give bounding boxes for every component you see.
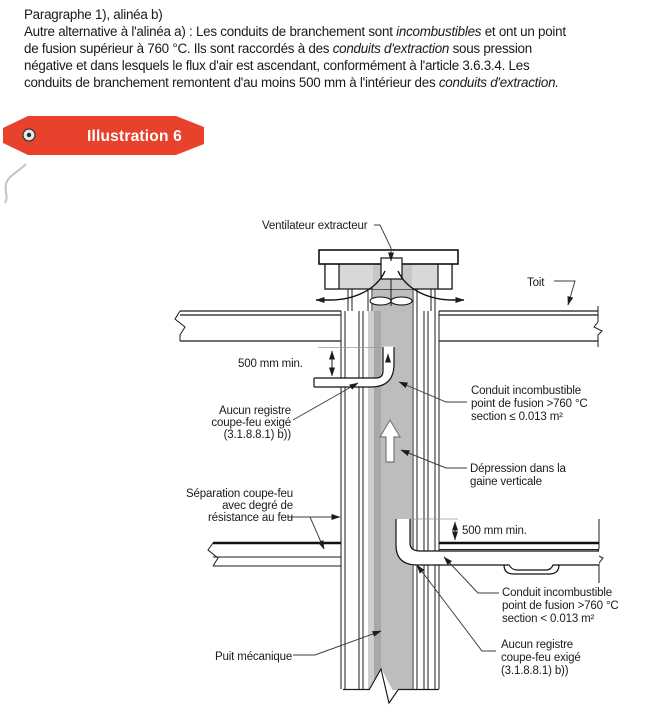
fan-blade-right (391, 297, 412, 305)
leader-no-damper-upper (293, 383, 358, 420)
label-depression-2: gaine verticale (470, 476, 542, 488)
leader-shaft (293, 631, 381, 655)
label-duct-lower-1: Conduit incombustible (502, 587, 612, 599)
label-fan: Ventilateur extracteur (262, 220, 368, 232)
label-no-damper-lower-2: coupe-feu exigé (501, 652, 581, 664)
label-separation-3: résistance au feu (207, 512, 293, 524)
label-dim-lower: 500 mm min. (462, 525, 527, 537)
branch-duct-upper (314, 347, 395, 388)
label-duct-lower-2: point de fusion >760 °C (502, 600, 619, 612)
label-duct-upper-2: point de fusion >760 °C (471, 398, 588, 410)
label-duct-upper-1: Conduit incombustible (471, 385, 581, 397)
label-no-damper-upper-1: Aucun registre (218, 405, 291, 417)
label-roof: Toit (527, 277, 545, 289)
label-no-damper-lower-3: (3.1.8.8.1) b)) (501, 665, 569, 677)
tag-grommet-hole (27, 133, 31, 137)
housing-left-leg (325, 263, 339, 289)
fan-blade-left (370, 297, 391, 305)
body-text: Paragraphe 1), alinéa b) Autre alternative à l'alinéa a) : Les conduits de branchement sont incombustibles et ont un point de fusion supérieur à 760 °C. Ils sont raccordés à des conduits d'extraction sous pression négative et dans lesquels le flux d'air est ascendant, conformément à l'article 3.6.3.4. Les conduits de branchement remontent d'au moins 500 mm à l'intérieur des conduits d'extraction. (24, 7, 566, 90)
label-duct-lower-3: section < 0.013 m² (502, 613, 595, 625)
housing-right-leg (438, 263, 452, 289)
fan-motor (381, 258, 402, 279)
label-no-damper-upper-3: (3.1.8.8.1) b)) (223, 429, 291, 441)
tag-string (5, 164, 26, 203)
label-depression-1: Dépression dans la (470, 463, 566, 475)
slab-left-break (208, 543, 218, 566)
tag-label: Illustration 6 (87, 128, 182, 145)
illustration-tag (3, 116, 204, 203)
label-no-damper-lower-1: Aucun registre (501, 639, 574, 651)
label-shaft: Puit mécanique (215, 651, 293, 663)
label-separation-2: avec degré de (222, 500, 293, 512)
leader-no-damper-lower (417, 565, 496, 651)
leader-roof (554, 281, 575, 305)
label-no-damper-upper-2: coupe-feu exigé (211, 417, 291, 429)
label-dim-upper: 500 mm min. (238, 358, 303, 370)
label-duct-upper-3: section ≤ 0.013 m² (471, 411, 563, 423)
label-separation-1: Séparation coupe-feu (186, 488, 293, 500)
